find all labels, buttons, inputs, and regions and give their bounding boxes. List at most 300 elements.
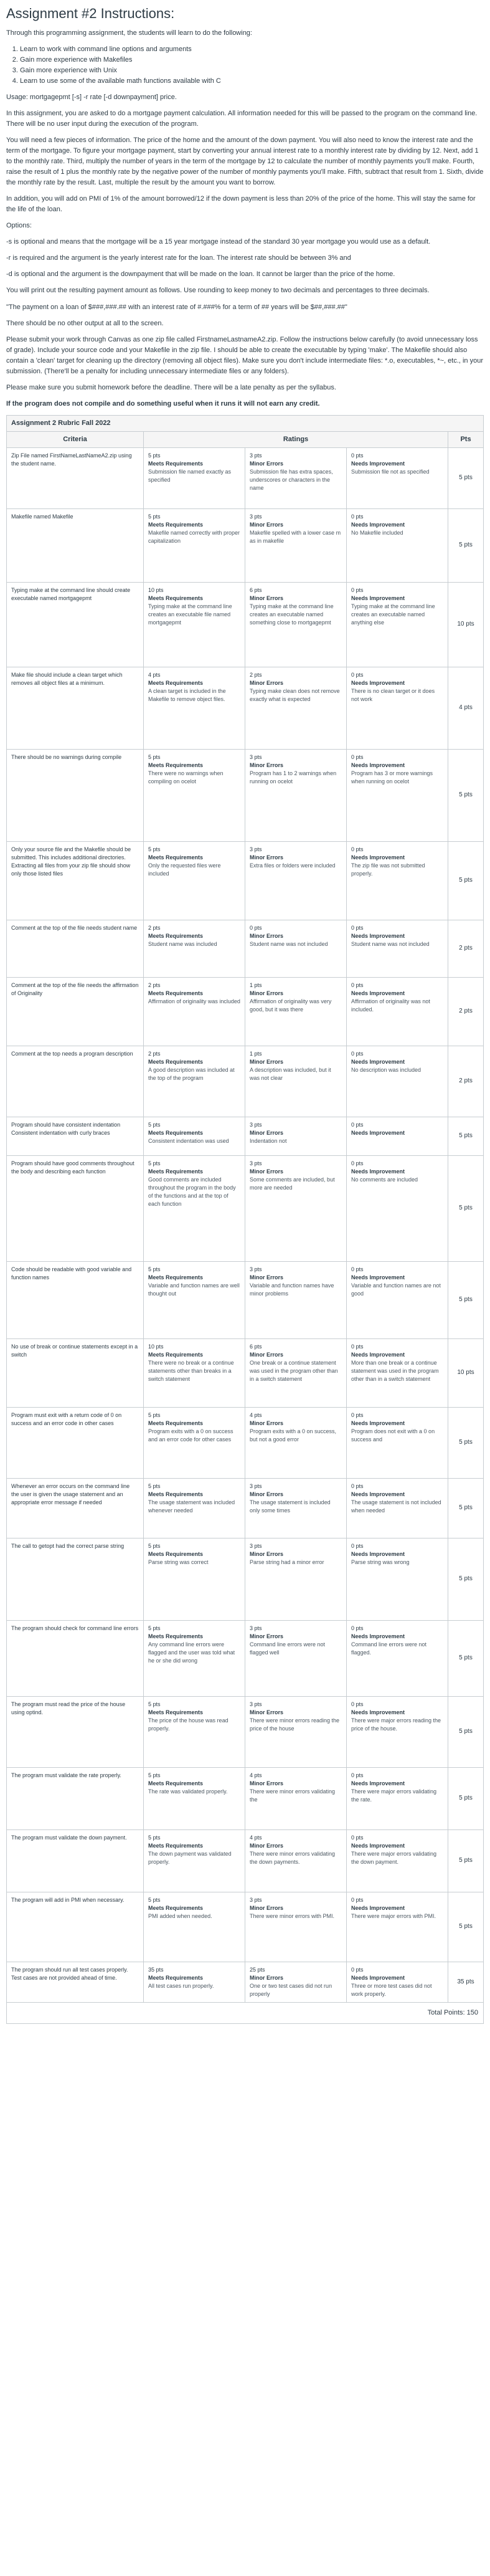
rating-cell (347, 1117, 448, 1155)
rubric-row (7, 448, 483, 509)
rating-points: 6 pts (250, 1343, 262, 1350)
rating-description: Extra files or folders were included (250, 862, 336, 869)
rating-points: 0 pts (351, 1160, 364, 1166)
rubric-row (7, 509, 483, 583)
rating-title: Minor Errors (250, 1168, 284, 1175)
rating-points: 5 pts (148, 1701, 161, 1707)
rating-description: There were minor errors validating the down payments. (250, 1851, 336, 1866)
rating-title: Needs Improvement (351, 1843, 405, 1849)
ratings-group (144, 1339, 448, 1407)
rating-title: Meets Requirements (148, 1130, 204, 1137)
option-text: -r is required and the argument is the yearly interest rate for the loan. The interest rate should be between 3% and (6, 254, 351, 262)
criterion-description: The program should run all test cases properly. Test cases are not provided ahead of time. (7, 1962, 144, 2002)
ratings-header: Ratings (144, 432, 448, 447)
criterion-description: The call to getopt had the correct parse string (7, 1538, 144, 1620)
criterion-points: 5 pts (459, 1504, 473, 1512)
rating-title: Needs Improvement (351, 933, 405, 940)
rating-description: There were minor errors validating the (250, 1788, 336, 1803)
rating-cell (144, 1621, 245, 1696)
rating-points: 0 pts (351, 1625, 364, 1631)
rating-cell (245, 920, 347, 977)
rubric-row (7, 1262, 483, 1339)
rating-title: Meets Requirements (148, 854, 204, 861)
rating-title: Minor Errors (250, 1420, 284, 1427)
rating-description: PMI added when needed. (148, 1913, 212, 1920)
ratings-group (144, 1408, 448, 1478)
rating-points: 0 pts (351, 1051, 364, 1057)
rating-description: There is no clean target or it does not work (351, 688, 435, 703)
rating-title: Needs Improvement (351, 1420, 405, 1427)
rating-title: Minor Errors (250, 1059, 284, 1066)
rating-cell (347, 842, 448, 920)
rating-title: Meets Requirements (148, 1274, 204, 1281)
criterion-points: 5 pts (459, 1654, 473, 1662)
rating-points: 5 pts (148, 1122, 161, 1128)
rubric-row (7, 1408, 483, 1479)
rating-points: 5 pts (148, 1897, 161, 1903)
ratings-group (144, 509, 448, 582)
criterion-description: There should be no warnings during compile (7, 750, 144, 841)
rating-title: Meets Requirements (148, 680, 204, 687)
rating-description: The usage statement was included whenever needed (148, 1499, 235, 1514)
rating-description: There were no break or a continue statements other than breaks in a switch statement (148, 1360, 234, 1383)
criterion-description: Comment at the top of the file needs the affirmation of Originality (7, 978, 144, 1046)
criterion-description: Program should have good comments throughout the body and describing each function (7, 1156, 144, 1261)
rubric-row (7, 1830, 483, 1892)
rating-title: Minor Errors (250, 522, 284, 528)
rating-cell (245, 750, 347, 841)
rating-cell (245, 1830, 347, 1892)
criterion-description: Comment at the top of the file needs student name (7, 920, 144, 977)
rubric-title: Assignment 2 Rubric Fall 2022 (7, 416, 483, 432)
criterion-description: Typing make at the command line should create executable named mortgagepmt (7, 583, 144, 667)
rating-title: Meets Requirements (148, 1975, 204, 1982)
rating-cell (245, 1538, 347, 1620)
description-paragraph: You will need a few pieces of information. The price of the home and the amount of the down payment. You will also need to know the interest rate and the term of the mortgage. To figure your mortgage payment, start by converting your annual interest rate to a monthly interest rate by dividing by 12. Next, add 1 to the monthly rate. Third, multiply the number of years in the term of the mortgage by 12 to calculate the number of monthly payments you'll make. Fourth, raise the result of 1 plus the monthly rate by the negative power of the number of monthly payments you'll make. Fifth, subtract that result from 1. Sixth, divide the monthly rate by the result. Last, multiple the result by the amount you want to borrow. (6, 136, 484, 187)
goal-item: 2. Gain more experience with Makefiles (20, 55, 484, 65)
rating-title: Minor Errors (250, 933, 284, 940)
rating-points: 0 pts (351, 1122, 364, 1128)
rating-points: 0 pts (351, 1412, 364, 1418)
criteria-header: Criteria (7, 432, 144, 447)
rating-points: 4 pts (250, 1412, 262, 1418)
rating-cell (144, 1962, 245, 2002)
rating-description: The rate was validated properly. (148, 1788, 228, 1795)
rating-title: Minor Errors (250, 1905, 284, 1912)
criterion-description: The program should check for command line errors (7, 1621, 144, 1696)
rating-title: Needs Improvement (351, 854, 405, 861)
rating-title: Minor Errors (250, 1130, 284, 1137)
rating-description: No description was included (351, 1067, 422, 1074)
criterion-description: Program must exit with a return code of 0 on success and an error code in other cases (7, 1408, 144, 1478)
ratings-group (144, 1538, 448, 1620)
rating-points: 6 pts (250, 587, 262, 593)
options-label: Options: (6, 222, 32, 230)
rating-cell (245, 667, 347, 749)
rating-cell (144, 448, 245, 508)
rubric-row (7, 1962, 483, 2003)
rating-description: There were no warnings when compiling on ocelot (148, 770, 224, 785)
rating-cell (347, 1768, 448, 1829)
rating-title: Meets Requirements (148, 1168, 204, 1175)
criterion-description: The program must validate the rate properly. (7, 1768, 144, 1829)
rating-points: 4 pts (148, 672, 161, 678)
rating-title: Minor Errors (250, 595, 284, 602)
rating-points: 5 pts (148, 452, 161, 459)
criterion-description: Zip File named FirstNameLastNameA2.zip using the student name. (7, 448, 144, 508)
criterion-points: 5 pts (459, 1728, 473, 1735)
criterion-points: 4 pts (459, 704, 473, 712)
ratings-group (144, 750, 448, 841)
ratings-group (144, 1962, 448, 2002)
rating-cell (144, 1830, 245, 1892)
rating-description: Command line errors were not flagged. (351, 1641, 427, 1656)
criterion-points: 5 pts (459, 1205, 473, 1212)
page-title: Assignment #2 Instructions: (6, 6, 175, 21)
rating-description: Typing make at the command line creates an executable file named mortgagepmt (148, 603, 232, 626)
criterion-description: Make file should include a clean target which removes all object files at a minimum. (7, 667, 144, 749)
rating-cell (144, 1768, 245, 1829)
rating-title: Needs Improvement (351, 1905, 405, 1912)
rating-points: 4 pts (250, 1772, 262, 1778)
rubric-row (7, 1479, 483, 1538)
output-paragraph: There should be no other output at all to the screen. (6, 319, 164, 327)
rubric-row (7, 1697, 483, 1768)
rating-points: 3 pts (250, 452, 262, 459)
rating-points: 0 pts (351, 982, 364, 988)
rating-title: Meets Requirements (148, 933, 204, 940)
rating-title: Needs Improvement (351, 680, 405, 687)
criterion-description: Only your source file and the Makefile should be submitted. This includes additional directories. Extracting all files from your zip file should show only those listed files (7, 842, 144, 920)
rating-cell (245, 1117, 347, 1155)
rating-title: Meets Requirements (148, 1352, 204, 1358)
rating-description: Good comments are included throughout the program in the body of the functions and at the top of each function (148, 1176, 236, 1208)
rating-cell (347, 667, 448, 749)
ratings-group (144, 842, 448, 920)
rating-title: Needs Improvement (351, 1168, 405, 1175)
rating-points: 5 pts (148, 1483, 161, 1489)
criterion-points: 5 pts (459, 1439, 473, 1446)
rating-cell (347, 1962, 448, 2002)
rating-title: Minor Errors (250, 1780, 284, 1787)
rating-cell (245, 842, 347, 920)
goals-list (6, 44, 484, 87)
rating-cell (347, 1697, 448, 1767)
criterion-description: Whenever an error occurs on the command line the user is given the usage statement and an appropriate error message if needed (7, 1479, 144, 1538)
rating-cell (245, 1697, 347, 1767)
rating-points: 0 pts (250, 925, 262, 931)
rating-title: Minor Errors (250, 460, 284, 467)
rubric-row (7, 978, 483, 1046)
rating-cell (245, 1156, 347, 1261)
criterion-points: 5 pts (459, 1795, 473, 1802)
rating-title: Minor Errors (250, 990, 284, 997)
rating-points: 0 pts (351, 587, 364, 593)
rating-description: Program has 3 or more warnings when running on ocelot (351, 770, 433, 785)
rating-cell (144, 583, 245, 667)
criterion-points: 10 pts (457, 621, 474, 628)
rating-points: 0 pts (351, 672, 364, 678)
rating-points: 1 pts (250, 1051, 262, 1057)
ratings-group (144, 920, 448, 977)
ratings-group (144, 583, 448, 667)
rating-points: 2 pts (148, 982, 161, 988)
criterion-points: 5 pts (459, 877, 473, 884)
rating-points: 0 pts (351, 1483, 364, 1489)
rating-points: 0 pts (351, 925, 364, 931)
rating-description: Variable and function names are not good (351, 1282, 441, 1297)
ratings-group (144, 1156, 448, 1261)
criterion-points: 5 pts (459, 474, 473, 482)
rubric-row (7, 750, 483, 842)
rating-cell (144, 1697, 245, 1767)
rating-title: Needs Improvement (351, 522, 405, 528)
rating-points: 10 pts (148, 587, 164, 593)
rating-description: Variable and function names are well thought out (148, 1282, 240, 1297)
rubric-row (7, 1621, 483, 1697)
rating-title: Needs Improvement (351, 1551, 405, 1558)
rating-description: There were major errors validating the down payment. (351, 1851, 437, 1866)
rating-cell (347, 1538, 448, 1620)
submission-paragraph: Please make sure you submit homework before the deadline. There will be a late penalty as per the syllabus. (6, 383, 336, 391)
rating-description: There were major errors with PMI. (351, 1913, 436, 1920)
criterion-points: 10 pts (457, 1369, 474, 1376)
rating-points: 5 pts (148, 1625, 161, 1631)
rating-cell (144, 667, 245, 749)
rating-cell (144, 920, 245, 977)
rating-cell (144, 978, 245, 1046)
rating-title: Needs Improvement (351, 1780, 405, 1787)
rating-title: Minor Errors (250, 1491, 284, 1498)
criterion-points: 35 pts (457, 1978, 474, 1985)
criterion-points: 5 pts (459, 1857, 473, 1864)
rating-title: Meets Requirements (148, 1491, 204, 1498)
criterion-description: Program should have consistent indentation Consistent indentation with curly braces (7, 1117, 144, 1155)
rubric-row (7, 583, 483, 667)
rating-points: 0 pts (351, 1266, 364, 1272)
rating-cell (347, 1262, 448, 1338)
rating-cell (347, 583, 448, 667)
rating-points: 1 pts (250, 982, 262, 988)
rating-points: 3 pts (250, 754, 262, 760)
rating-title: Meets Requirements (148, 595, 204, 602)
rating-points: 2 pts (250, 672, 262, 678)
rating-cell (144, 1479, 245, 1538)
submission-paragraph: Please submit your work through Canvas as one zip file called FirstnameLastnameA2.zip. Follow the instructions below carefully (to avoid unnecessary loss of grade). Include your source code and your Makefile in the zip file. I should be able to create the executable by typing 'make'. The Makefile should also contain a 'clean' target for cleaning up the directory (removing all object files). Make sure you don't include intermediate files: *.o, executables, *~, etc., in your submission. (There'll be a penalty for including unnecessary intermediate files or any folders). (6, 335, 484, 375)
rating-points: 5 pts (148, 1834, 161, 1841)
rating-title: Needs Improvement (351, 1491, 405, 1498)
ratings-group (144, 1479, 448, 1538)
rating-points: 5 pts (148, 846, 161, 852)
rating-cell (144, 1892, 245, 1962)
rating-description: No Makefile included (351, 530, 403, 537)
rating-points: 3 pts (250, 1160, 262, 1166)
rating-title: Needs Improvement (351, 762, 405, 769)
rating-description: All test cases run properly. (148, 1983, 214, 1990)
rating-description: One break or a continue statement was used in the program other than in a switch statement (250, 1360, 338, 1383)
rating-title: Needs Improvement (351, 1059, 405, 1066)
rating-points: 3 pts (250, 1266, 262, 1272)
rating-cell (347, 1830, 448, 1892)
rating-title: Minor Errors (250, 1352, 284, 1358)
ratings-group (144, 1697, 448, 1767)
criterion-points: 5 pts (459, 1923, 473, 1930)
rubric-table (6, 415, 484, 2024)
rating-description: The price of the house was read properly. (148, 1717, 229, 1732)
criterion-points: 5 pts (459, 791, 473, 799)
rubric-row (7, 667, 483, 750)
rating-title: Meets Requirements (148, 522, 204, 528)
rating-points: 3 pts (250, 1897, 262, 1903)
rubric-row (7, 1892, 483, 1962)
output-format: "The payment on a loan of $###,###.## with an interest rate of #.###% for a term of ## years will be $##,###.##" (6, 303, 347, 311)
rating-description: One or two test cases did not run properly (250, 1983, 332, 1998)
rating-description: Typing make clean does not remove exactly what is expected (250, 688, 340, 703)
rating-cell (144, 1046, 245, 1117)
rating-points: 3 pts (250, 1543, 262, 1549)
rating-points: 35 pts (148, 1967, 164, 1973)
rating-points: 0 pts (351, 513, 364, 520)
rating-cell (347, 1621, 448, 1696)
criterion-points: 2 pts (459, 1077, 473, 1085)
rating-description: Submission file has extra spaces, underscores or characters in the name (250, 469, 333, 492)
rating-description: Typing make at the command line creates an executable named anything else (351, 603, 435, 626)
rating-cell (245, 1962, 347, 2002)
rating-cell (245, 583, 347, 667)
rating-cell (144, 750, 245, 841)
rating-title: Needs Improvement (351, 1352, 405, 1358)
ratings-group (144, 1117, 448, 1155)
rating-cell (144, 1339, 245, 1407)
rating-points: 0 pts (351, 1343, 364, 1350)
rating-cell (347, 1408, 448, 1478)
intro-text: Through this programming assignment, the students will learn to do the following: (6, 29, 252, 37)
option-text: -s is optional and means that the mortgage will be a 15 year mortgage instead of the standard 30 year mortgage you would use as a default. (6, 238, 431, 246)
rating-description: Consistent indentation was used (148, 1138, 229, 1145)
rating-points: 3 pts (250, 1122, 262, 1128)
rating-description: Some comments are included, but more are needed (250, 1176, 335, 1191)
rating-description: Three or more test cases did not work properly. (351, 1983, 432, 1998)
rating-title: Meets Requirements (148, 1420, 204, 1427)
rating-description: Program has 1 to 2 warnings when running on ocelot (250, 770, 337, 785)
rating-cell (347, 448, 448, 508)
rubric-header-row (7, 432, 483, 448)
rating-points: 0 pts (351, 754, 364, 760)
rating-cell (347, 509, 448, 582)
rating-description: Submission file named exactly as specified (148, 469, 232, 484)
rating-description: Program exits with a 0 on success, but not a good error (250, 1428, 337, 1443)
rating-cell (347, 1156, 448, 1261)
rating-points: 0 pts (351, 1701, 364, 1707)
rating-description: There were major errors validating the rate. (351, 1788, 437, 1803)
rating-points: 5 pts (148, 1160, 161, 1166)
criterion-points: 5 pts (459, 1132, 473, 1140)
description-paragraph: In addition, you will add on PMI of 1% of the amount borrowed/12 if the down payment is less than 20% of the price of the home. This will stay the same for the life of the loan. (6, 195, 476, 214)
rating-title: Meets Requirements (148, 1780, 204, 1787)
rating-title: Meets Requirements (148, 1551, 204, 1558)
usage-text: Usage: mortgagepmt [-s] -r rate [-d downpayment] price. (6, 93, 177, 101)
rating-title: Minor Errors (250, 1975, 284, 1982)
rating-points: 2 pts (148, 925, 161, 931)
rating-title: Minor Errors (250, 854, 284, 861)
rating-title: Minor Errors (250, 680, 284, 687)
rating-description: Affirmation of originality was not included. (351, 998, 430, 1013)
rating-description: A clean target is included in the Makefile to remove object files. (148, 688, 226, 703)
rating-description: Variable and function names have minor problems (250, 1282, 334, 1297)
rating-cell (347, 1339, 448, 1407)
criterion-points: 2 pts (459, 945, 473, 952)
rating-description: Program does not exit with a 0 on success and (351, 1428, 435, 1443)
rating-cell (144, 1262, 245, 1338)
criterion-description: Comment at the top needs a program description (7, 1046, 144, 1117)
criterion-points: 5 pts (459, 541, 473, 549)
output-paragraph: You will print out the resulting payment amount as follows. Use rounding to keep money to two decimals and percentages to three decimals. (6, 287, 430, 295)
rating-points: 0 pts (351, 1834, 364, 1841)
rating-title: Needs Improvement (351, 990, 405, 997)
criterion-description: The program will add in PMI when necessary. (7, 1892, 144, 1962)
rating-cell (245, 1046, 347, 1117)
rating-points: 5 pts (148, 1266, 161, 1272)
rating-description: Program exits with a 0 on success and an error code for other cases (148, 1428, 233, 1443)
rating-points: 5 pts (148, 513, 161, 520)
rating-title: Needs Improvement (351, 1633, 405, 1640)
rating-points: 4 pts (250, 1834, 262, 1841)
rubric-row (7, 1538, 483, 1621)
rubric-row (7, 842, 483, 920)
criterion-description: The program must read the price of the house using optind. (7, 1697, 144, 1767)
rating-title: Meets Requirements (148, 990, 204, 997)
rating-description: Parse string was correct (148, 1559, 209, 1566)
criterion-description: No use of break or continue statements except in a switch (7, 1339, 144, 1407)
rating-description: Student name was not included (351, 941, 430, 948)
rating-title: Meets Requirements (148, 762, 204, 769)
rating-title: Minor Errors (250, 1633, 284, 1640)
rating-title: Meets Requirements (148, 460, 204, 467)
rating-title: Needs Improvement (351, 1274, 405, 1281)
rating-description: Student name was not included (250, 941, 328, 948)
rating-cell (144, 1117, 245, 1155)
rating-description: Any command line errors were flagged and the user was told what he or she did wrong (148, 1641, 235, 1664)
rating-cell (144, 1408, 245, 1478)
rubric-row (7, 1339, 483, 1408)
rating-description: The zip file was not submitted properly. (351, 862, 425, 877)
rating-title: Minor Errors (250, 1551, 284, 1558)
rating-points: 0 pts (351, 1772, 364, 1778)
rating-cell (245, 509, 347, 582)
ratings-group (144, 1262, 448, 1338)
rating-points: 25 pts (250, 1967, 265, 1973)
rating-description: The usage statement is included only some times (250, 1499, 331, 1514)
rating-description: Only the requested files were included (148, 862, 221, 877)
goal-item: 1. Learn to work with command line options and arguments (20, 44, 484, 55)
rating-description: No comments are included (351, 1176, 418, 1183)
rating-cell (347, 1046, 448, 1117)
rating-title: Meets Requirements (148, 1905, 204, 1912)
rating-points: 0 pts (351, 846, 364, 852)
compile-warning: If the program does not compile and do something useful when it runs it will not earn any credit. (6, 399, 320, 408)
rating-description: Indentation not (250, 1138, 287, 1145)
rating-points: 3 pts (250, 513, 262, 520)
rubric-row (7, 1046, 483, 1117)
ratings-group (144, 1621, 448, 1696)
rating-description: Affirmation of originality was very good, but it was there (250, 998, 332, 1013)
description-paragraph: In this assignment, you are asked to do a mortgage payment calculation. All information needed for this will be passed to the program on the command line. There will be no user input during the execution of the program. (6, 109, 478, 128)
rating-cell (245, 1892, 347, 1962)
rating-cell (245, 1262, 347, 1338)
rating-points: 5 pts (148, 1543, 161, 1549)
rating-cell (245, 448, 347, 508)
rating-cell (347, 1479, 448, 1538)
